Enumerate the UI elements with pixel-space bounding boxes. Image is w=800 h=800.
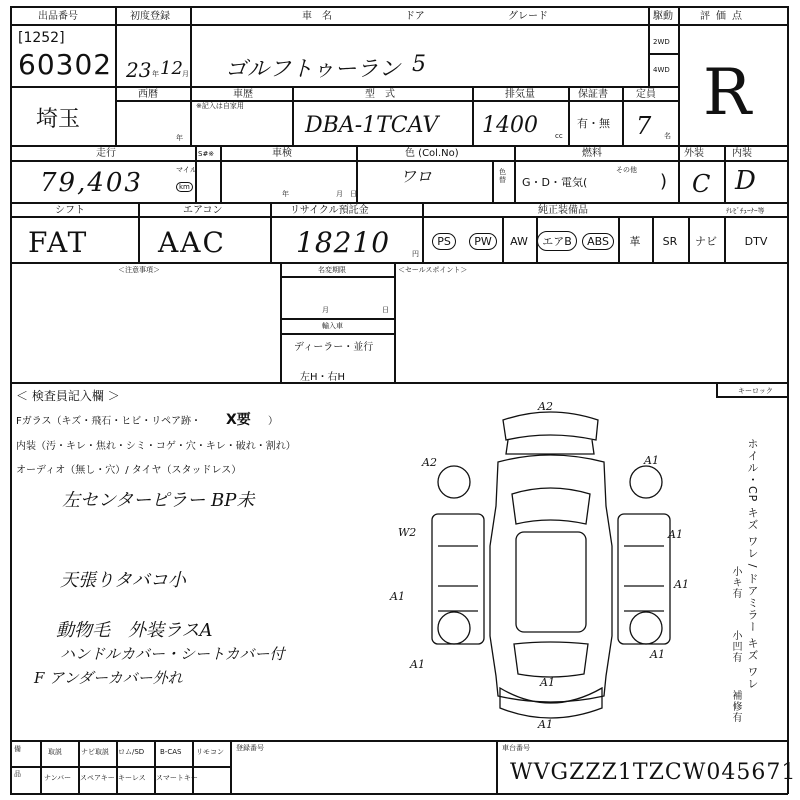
diagram-mark-a1-left: A1 bbox=[390, 590, 405, 603]
r3v4 bbox=[492, 160, 494, 202]
row4-label-line-right bbox=[422, 216, 788, 218]
fv7 bbox=[496, 740, 498, 793]
row2-bottom-right bbox=[678, 145, 788, 147]
row1-label-line bbox=[10, 24, 788, 26]
tuner-label: ﾃﾚﾋﾞﾁｭｰﾅｰ等 bbox=[726, 207, 765, 215]
r3v6 bbox=[678, 145, 680, 202]
r5v1 bbox=[280, 262, 282, 382]
equip-aw bbox=[502, 228, 536, 254]
v1 bbox=[115, 6, 117, 86]
inspector-glass-close: ） bbox=[268, 416, 278, 427]
shift-value: FAT bbox=[28, 226, 89, 259]
r3v5 bbox=[514, 145, 516, 202]
equip-pw-label: PW bbox=[469, 233, 497, 250]
import-handle: 左H・右H bbox=[300, 372, 346, 383]
first-reg-month-unit: 月 bbox=[182, 70, 189, 78]
r2v6 bbox=[622, 86, 624, 145]
equip-leather-label: 革 bbox=[629, 235, 641, 248]
footer-keyless: キーレス bbox=[118, 774, 146, 782]
equip-leather bbox=[618, 228, 652, 254]
footer-check-mark: 備 bbox=[14, 745, 21, 753]
capacity-value: 7 bbox=[636, 112, 652, 140]
mileage-label: 走行 bbox=[96, 148, 116, 159]
fuel-close: ) bbox=[660, 171, 668, 192]
side-vertical-text: ホイル・CP キズ ワレ / ドアミラー キズ ワレ bbox=[746, 438, 759, 690]
diagram-mark-a1-b: A1 bbox=[674, 578, 689, 591]
equip-sr-label: SR bbox=[662, 234, 678, 248]
side-small-2: 小凹有 bbox=[730, 630, 741, 663]
color-change-label: 色替 bbox=[499, 168, 506, 184]
lot-number: 60302 bbox=[18, 48, 113, 81]
row5-bottom bbox=[10, 382, 788, 384]
reg-number-label: 登録番号 bbox=[236, 744, 264, 752]
equipment-label: 純正装備品 bbox=[538, 205, 588, 216]
car-name-value: ゴルフトゥーラン bbox=[225, 57, 401, 82]
history-label: 車歴 bbox=[233, 89, 253, 100]
recycle-value: 18210 bbox=[296, 226, 391, 259]
footer-navi-manual: ナビ取説 bbox=[81, 748, 109, 756]
row3-bottom bbox=[10, 202, 788, 204]
mileage-value: 79,403 bbox=[40, 168, 143, 198]
note-2: 天張りタバコ小 bbox=[60, 570, 186, 591]
r3v2 bbox=[220, 145, 222, 202]
note-4: ハンドルカバー・シートカバー付 bbox=[60, 645, 285, 663]
capacity-unit: 名 bbox=[664, 132, 671, 140]
equip-dtv bbox=[724, 228, 788, 254]
r2v1 bbox=[115, 86, 117, 145]
key-label: キーロック bbox=[738, 387, 773, 395]
diagram-mark-w2: W2 bbox=[398, 526, 417, 539]
region-value: 埼玉 bbox=[36, 107, 81, 132]
row4-label-line bbox=[10, 216, 422, 218]
row1-bottom bbox=[10, 86, 678, 88]
footer-manual: 取説 bbox=[48, 748, 62, 756]
equip-navi-label: ナビ bbox=[695, 235, 717, 248]
door-value: 5 bbox=[412, 52, 426, 77]
fuel-label: 燃料 bbox=[582, 148, 602, 159]
footer-mid bbox=[10, 766, 230, 768]
footer-spare-key: スペアキー bbox=[80, 774, 115, 782]
diagram-mark-a1-e: A1 bbox=[540, 676, 555, 689]
first-reg-year-unit: 年 bbox=[152, 70, 159, 78]
shift-label: シフト bbox=[55, 205, 85, 216]
equip-pw bbox=[464, 228, 502, 254]
fuel-other: その他 bbox=[616, 166, 637, 174]
fv6 bbox=[230, 740, 232, 793]
car-damage-diagram bbox=[390, 396, 708, 734]
s-label: S#※ bbox=[198, 150, 215, 158]
import-dealer: ディーラー・並行 bbox=[294, 342, 374, 353]
type-value: DBA-1TCAV bbox=[305, 113, 439, 138]
namechange-line bbox=[280, 276, 394, 278]
fv2 bbox=[78, 740, 80, 793]
history-note: ※記入は自家用 bbox=[196, 102, 244, 110]
note-1: 左センターピラー BP未 bbox=[62, 490, 255, 511]
footer-remote: リモコン bbox=[196, 748, 224, 756]
key-line bbox=[716, 396, 788, 398]
equip-abs-label: ABS bbox=[582, 233, 614, 250]
drive-4wd: 4WD bbox=[653, 66, 670, 74]
name-change-label: 名変期限 bbox=[318, 266, 346, 274]
warranty-label: 保証書 bbox=[578, 89, 608, 100]
border-left bbox=[10, 6, 12, 794]
equip-navi bbox=[688, 228, 724, 254]
name-change-month: 月 bbox=[322, 306, 329, 314]
r2v5 bbox=[568, 86, 570, 145]
row2-bottom bbox=[10, 145, 678, 147]
equip-ps-label: PS bbox=[432, 233, 456, 250]
import-top bbox=[280, 318, 394, 320]
footer-top bbox=[10, 740, 788, 742]
v2 bbox=[190, 6, 192, 86]
car-front-view bbox=[500, 688, 602, 718]
inspection-month: 月 bbox=[336, 190, 343, 198]
color-label: 色 (Col.No) bbox=[405, 148, 459, 159]
v4 bbox=[678, 6, 680, 145]
type-label: 型 式 bbox=[365, 89, 395, 100]
first-reg-month: 12 bbox=[160, 58, 183, 79]
fv4 bbox=[154, 740, 156, 793]
displacement-label: 排気量 bbox=[505, 89, 535, 100]
lot-label: 出品番号 bbox=[38, 11, 78, 22]
import-label: 輸入車 bbox=[322, 322, 343, 330]
note-3: 動物毛 外装ラスA bbox=[56, 620, 213, 641]
diagram-mark-a1-right: A1 bbox=[644, 454, 659, 467]
r4v2 bbox=[270, 202, 272, 262]
inspector-glass-x: X要 bbox=[226, 412, 251, 428]
diagram-mark-a1-d: A1 bbox=[410, 658, 425, 671]
grade-label: グレード bbox=[508, 11, 548, 22]
diagram-mark-a1-a: A1 bbox=[668, 528, 683, 541]
diagram-mark-a2-top: A2 bbox=[538, 400, 553, 413]
door-label: ドア bbox=[405, 11, 425, 22]
chassis-label: 車台番号 bbox=[502, 744, 530, 752]
first-reg-value: 23 bbox=[126, 58, 152, 82]
diagram-mark-a1-c: A1 bbox=[650, 648, 665, 661]
displacement-unit: cc bbox=[555, 132, 563, 140]
footer-smart-key: スマートキー bbox=[156, 774, 198, 782]
footer-rom-sd: ロム/SD bbox=[118, 748, 145, 756]
wheel-rr bbox=[630, 612, 662, 644]
import-label-line bbox=[280, 333, 394, 335]
diagram-mark-a1-f: A1 bbox=[538, 718, 553, 731]
border-bottom bbox=[10, 793, 788, 795]
equip-abs bbox=[578, 228, 618, 254]
r2v3 bbox=[292, 86, 294, 145]
year-label: 西暦 bbox=[138, 89, 158, 100]
exterior-value: C bbox=[692, 170, 711, 198]
key-v bbox=[716, 382, 718, 396]
r5v2 bbox=[394, 262, 396, 382]
drive-sep bbox=[648, 53, 678, 55]
name-change-day: 日 bbox=[382, 306, 389, 314]
car-top-body bbox=[490, 455, 612, 702]
recycle-label: リサイクル預託金 bbox=[290, 205, 369, 216]
fv5 bbox=[192, 740, 194, 793]
equip-ps bbox=[424, 228, 464, 254]
wheel-fr bbox=[630, 466, 662, 498]
side-small-1: 小キ有 bbox=[730, 566, 741, 599]
mileage-unit-km: km bbox=[176, 182, 193, 192]
inspector-interior: 内装（汚・キレ・焦れ・シミ・コゲ・穴・キレ・破れ・割れ） bbox=[16, 441, 296, 452]
r2v2 bbox=[190, 86, 192, 145]
note-5: F アンダーカバー外れ bbox=[34, 669, 183, 687]
equip-airbag-label: エアB bbox=[537, 231, 577, 251]
side-repair: 補修有 bbox=[730, 690, 741, 723]
car-left-side bbox=[432, 514, 484, 644]
wheel-rl bbox=[438, 612, 470, 644]
row3-label-line bbox=[10, 160, 788, 162]
capacity-label: 定員 bbox=[636, 89, 656, 100]
footer-bcas: B-CAS bbox=[160, 748, 182, 756]
fv1 bbox=[40, 740, 42, 793]
footer-check-mark-2: 品 bbox=[14, 770, 21, 778]
caution-label: ＜注意事項＞ bbox=[118, 266, 160, 274]
inspector-glass: Fガラス（キズ・飛石・ヒビ・リペア跡・ bbox=[16, 416, 202, 427]
inspector-title: ＜ 検査員記入欄 ＞ bbox=[16, 389, 120, 403]
mileage-unit-mile: マイル bbox=[176, 166, 197, 174]
inspector-audio: オーディオ（無し・穴）/ タイヤ（スタッドレス） bbox=[16, 465, 242, 476]
drive-2wd: 2WD bbox=[653, 38, 670, 46]
r4v1 bbox=[138, 202, 140, 262]
diagram-mark-a2-left: A2 bbox=[422, 456, 437, 469]
border-right bbox=[787, 6, 789, 794]
border-top bbox=[10, 6, 788, 8]
r2v4 bbox=[472, 86, 474, 145]
displacement-value: 1400 bbox=[482, 113, 538, 138]
fuel-options: G・D・電気( bbox=[522, 176, 588, 189]
color-value: ワロ bbox=[400, 167, 433, 186]
interior-value: D bbox=[735, 166, 756, 196]
corner-mark: 年 bbox=[176, 134, 183, 142]
first-reg-label: 初度登録 bbox=[130, 11, 170, 22]
score-value: R bbox=[703, 56, 752, 130]
r3v7 bbox=[724, 145, 726, 202]
drive-label: 駆動 bbox=[653, 11, 673, 22]
ac-label: エアコン bbox=[183, 205, 223, 216]
inspection-year: 年 bbox=[282, 190, 289, 198]
equip-sr bbox=[652, 228, 688, 254]
car-rear-view bbox=[503, 412, 598, 440]
recycle-unit: 円 bbox=[412, 250, 419, 258]
v3 bbox=[648, 6, 650, 86]
car-name-label: 車 名 bbox=[302, 11, 332, 22]
warranty-value: 有・無 bbox=[577, 117, 610, 130]
chassis-value: WVGZZZ1TZCW045671 bbox=[510, 760, 797, 785]
row4-bottom bbox=[10, 262, 788, 264]
wheel-fl bbox=[438, 466, 470, 498]
ac-value: AAC bbox=[158, 226, 226, 259]
exterior-label: 外装 bbox=[684, 148, 704, 159]
equip-airbag bbox=[536, 228, 578, 254]
interior-label: 内装 bbox=[732, 148, 752, 159]
inspection-label: 車検 bbox=[272, 148, 292, 159]
equip-aw-label: AW bbox=[510, 234, 528, 248]
footer-number: ナンバー bbox=[44, 774, 72, 782]
lot-bracket: [1252] bbox=[18, 30, 65, 46]
score-label: 評価点 bbox=[700, 11, 748, 22]
equip-dtv-label: DTV bbox=[744, 234, 768, 248]
sales-point-label: ＜セールスポイント＞ bbox=[398, 266, 468, 274]
inspection-day: 日 bbox=[350, 190, 357, 198]
